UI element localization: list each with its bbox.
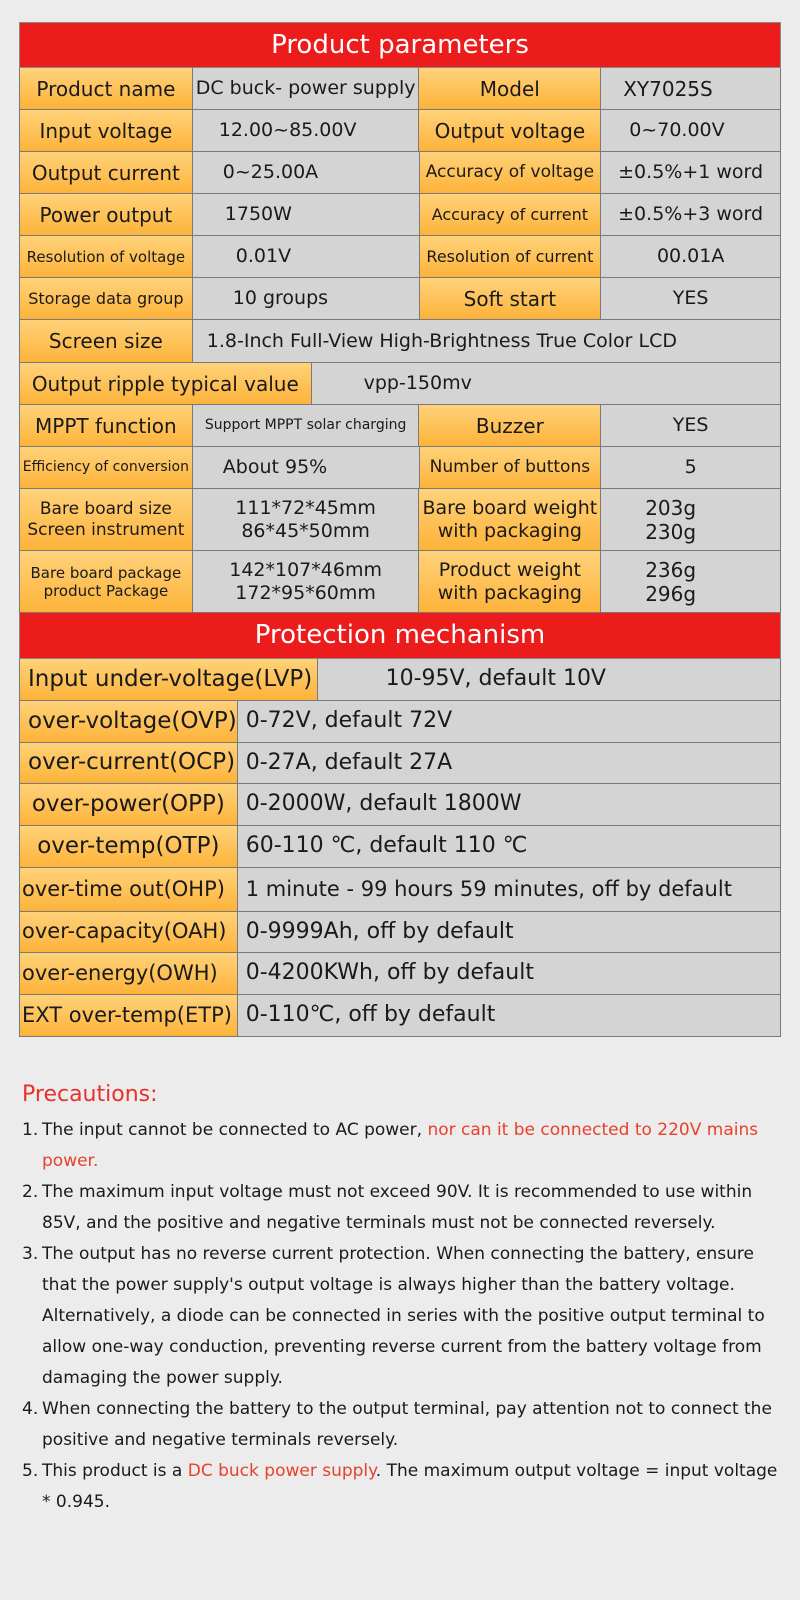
protection-value: 0-2000W, default 1800W (238, 784, 781, 825)
efficiency-value: About 95% (193, 447, 420, 488)
buzzer-label: Buzzer (419, 405, 601, 446)
list-item (22, 1456, 784, 1518)
list-item-text: The maximum input voltage must not exceed 90V. It is recommended to use within 85V, and the positive and negative terminals must not be connected reversely. (42, 1182, 753, 1233)
list-item-text: The output has no reverse current protection. When connecting the battery, ensure that the power supply's output voltage is always higher than the battery voltage. Alternatively, a diode can be connected in series with the positive output terminal to allow one-way conduction, preventing reverse current from the battery voltage from damaging the power supply. (42, 1244, 765, 1388)
package-value-line2: 172*95*60mm (235, 581, 376, 604)
accuracy-current-value: ±0.5%+3 word (601, 194, 781, 235)
table-row (19, 278, 781, 320)
power-output-label: Power output (20, 194, 193, 235)
protection-value: 0-110℃, off by default (238, 995, 781, 1036)
list-item (22, 1115, 784, 1177)
list-item-number: 4. (22, 1399, 39, 1419)
product-weight-label (419, 551, 601, 612)
list-item (22, 1394, 784, 1456)
table-row (19, 405, 781, 447)
table-row (19, 363, 781, 405)
bare-weight-label-line1: Bare board weight (422, 496, 598, 519)
list-item-text: The input cannot be connected to AC power, (42, 1120, 428, 1140)
output-voltage-value: 0~70.00V (601, 110, 781, 151)
power-output-value: 1750W (193, 194, 420, 235)
list-item-number: 1. (22, 1120, 39, 1140)
product-name-label: Product name (20, 68, 193, 109)
table-row (19, 826, 781, 868)
list-item-warning: nor can it be connected to 220V mains power. (42, 1120, 759, 1171)
product-weight-value-line2: 296g (645, 581, 697, 606)
resolution-voltage-value: 0.01V (193, 236, 420, 277)
table-row (19, 784, 781, 826)
protection-label: EXT over-temp(ETP) (20, 995, 238, 1036)
buttons-value: 5 (601, 447, 781, 488)
bare-size-label-line1: Bare board size (39, 499, 172, 520)
output-voltage-label: Output voltage (419, 110, 601, 151)
mppt-label: MPPT function (20, 405, 193, 446)
product-weight-value-line1: 236g (645, 557, 697, 582)
bare-weight-value-line1: 203g (645, 495, 697, 520)
resolution-current-label: Resolution of current (420, 236, 602, 277)
protection-mechanism-title: Protection mechanism (19, 613, 781, 659)
protection-label: over-capacity(OAH) (20, 912, 238, 952)
protection-label: over-energy(OWH) (20, 953, 238, 994)
list-item-highlight: DC buck power supply (187, 1461, 376, 1481)
list-item-number: 5. (22, 1461, 39, 1481)
table-row (19, 995, 781, 1037)
table-row (19, 236, 781, 278)
list-item-number: 3. (22, 1244, 39, 1264)
bare-weight-label (419, 489, 601, 550)
package-label (20, 551, 193, 612)
ripple-label: Output ripple typical value (20, 363, 312, 404)
output-current-value: 0~25.00A (193, 152, 420, 193)
protection-value: 0-9999Ah, off by default (238, 912, 781, 952)
screen-size-label: Screen size (20, 320, 193, 362)
model-value: XY7025S (601, 68, 781, 109)
table-row (19, 489, 781, 551)
product-weight-label-line1: Product weight (438, 558, 581, 581)
accuracy-current-label: Accuracy of current (420, 194, 602, 235)
precautions-section (22, 1082, 784, 1518)
efficiency-label: Efficiency of conversion (20, 447, 193, 488)
bare-weight-value-line2: 230g (645, 519, 697, 544)
precautions-title: Precautions: (22, 1082, 158, 1107)
input-voltage-value: 12.00~85.00V (193, 110, 420, 151)
bare-weight-label-line2: with packaging (437, 519, 582, 542)
storage-value: 10 groups (193, 278, 420, 319)
table-row (19, 110, 781, 152)
protection-label: over-power(OPP) (20, 784, 238, 825)
product-weight-label-line2: with packaging (437, 581, 582, 604)
buttons-label: Number of buttons (420, 447, 602, 488)
mppt-value: Support MPPT solar charging (193, 405, 420, 446)
list-item (22, 1177, 784, 1239)
bare-size-label (20, 489, 193, 550)
ripple-value: vpp-150mv (312, 363, 781, 404)
table-row (19, 447, 781, 489)
protection-label: over-time out(OHP) (20, 868, 238, 911)
table-row (19, 68, 781, 110)
table-row (19, 320, 781, 363)
table-row (19, 194, 781, 236)
package-label-line1: Bare board package (30, 563, 182, 582)
table-row (19, 868, 781, 912)
table-row (19, 152, 781, 194)
bare-size-value-line2: 86*45*50mm (241, 519, 370, 542)
table-row (19, 701, 781, 743)
list-item-text: This product is a (42, 1461, 188, 1481)
parameters-table (19, 22, 781, 1037)
buzzer-value: YES (601, 405, 781, 446)
accuracy-voltage-label: Accuracy of voltage (420, 152, 602, 193)
list-item (22, 1239, 784, 1394)
bare-size-value-line1: 111*72*45mm (235, 496, 376, 519)
storage-label: Storage data group (20, 278, 193, 319)
product-parameters-title: Product parameters (19, 22, 781, 68)
protection-value: 60-110 ℃, default 110 ℃ (238, 826, 781, 867)
product-name-value: DC buck- power supply (193, 68, 420, 109)
accuracy-voltage-value: ±0.5%+1 word (601, 152, 781, 193)
input-voltage-label: Input voltage (20, 110, 193, 151)
table-row (19, 743, 781, 784)
protection-label: Input under-voltage(LVP) (20, 659, 318, 700)
resolution-current-value: 00.01A (601, 236, 781, 277)
resolution-voltage-label: Resolution of voltage (20, 236, 193, 277)
protection-value: 0-4200KWh, off by default (238, 953, 781, 994)
table-row (19, 912, 781, 953)
protection-value: 0-27A, default 27A (238, 743, 781, 783)
output-current-label: Output current (20, 152, 193, 193)
table-row (19, 953, 781, 995)
table-row (19, 551, 781, 613)
package-label-line2: product Package (43, 581, 169, 600)
list-item-number: 2. (22, 1182, 39, 1202)
protection-label: over-voltage(OVP) (20, 701, 238, 742)
product-weight-value (601, 551, 781, 612)
package-value (193, 551, 420, 612)
soft-start-label: Soft start (420, 278, 602, 319)
screen-size-value: 1.8-Inch Full-View High-Brightness True Color LCD (193, 320, 781, 362)
bare-weight-value (601, 489, 781, 550)
bare-size-label-line2: Screen instrument (27, 519, 185, 540)
protection-value: 1 minute - 99 hours 59 minutes, off by default (238, 868, 781, 911)
protection-value: 0-72V, default 72V (238, 701, 781, 742)
protection-value: 10-95V, default 10V (318, 659, 781, 700)
table-row (19, 659, 781, 701)
protection-label: over-current(OCP) (20, 743, 238, 783)
model-label: Model (419, 68, 601, 109)
list-item-text-end: . The maximum output voltage = input voltage * 0.945. (42, 1461, 778, 1512)
package-value-line1: 142*107*46mm (229, 558, 382, 581)
list-item-text: When connecting the battery to the output terminal, pay attention not to connect the positive and negative terminals reversely. (42, 1399, 772, 1450)
bare-size-value (193, 489, 420, 550)
soft-start-value: YES (601, 278, 781, 319)
protection-label: over-temp(OTP) (20, 826, 238, 867)
